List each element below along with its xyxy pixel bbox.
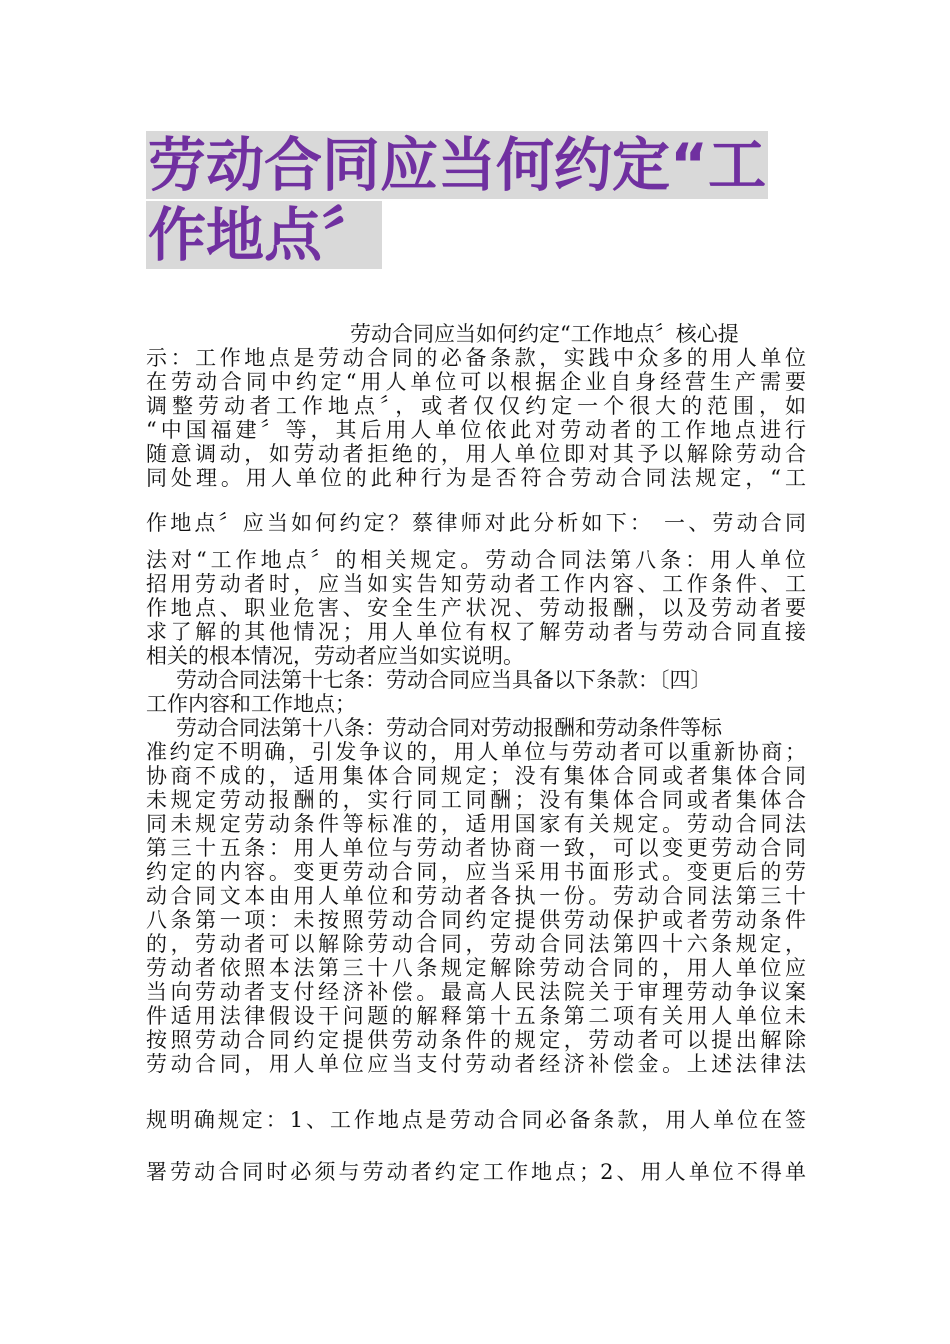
text-line: 未规定劳动报酬的，实行同工同酬；没有集体合同或者集体合 <box>146 788 806 812</box>
text-line: 动合同文本由用人单位和劳动者各执一份。劳动合同法第三十 <box>146 884 806 908</box>
text-line: 工作内容和工作地点； <box>146 692 356 716</box>
body-line-b <box>146 1108 806 1132</box>
text-line: 示：工作地点是劳动合同的必备条款，实践中众多的用人单位 <box>146 346 806 370</box>
text-line: “中国福建〞等，其后用人单位依此对劳动者的工作地点进行 <box>146 418 806 442</box>
title-line-1: 劳动合同应当何约定“工 <box>148 131 767 199</box>
body-line-c <box>146 1160 806 1184</box>
text-line: 作地点〞应当如何约定？蔡律师对此分析如下： 一、劳动合同 <box>146 511 806 535</box>
text-line: 劳动合同应当如何约定“工作地点〞核心提 <box>350 322 739 346</box>
text-line: 劳动合同，用人单位应当支付劳动者经济补偿金。上述法律法 <box>146 1052 806 1076</box>
text-line: 调整劳动者工作地点〞，或者仅仅约定一个很大的范围，如 <box>146 394 806 418</box>
text-line: 约定的内容。变更劳动合同，应当采用书面形式。变更后的劳 <box>146 860 806 884</box>
text-line: 作地点、职业危害、安全生产状况、劳动报酬，以及劳动者要 <box>146 596 806 620</box>
text-line: 在劳动合同中约定“用人单位可以根据企业自身经营生产需要 <box>146 370 806 394</box>
text-line: 规明确规定：1、工作地点是劳动合同必备条款，用人单位在签 <box>146 1108 806 1132</box>
text-line: 同未规定劳动条件等标准的，适用国家有关规定。劳动合同法 <box>146 812 806 836</box>
text-line: 当向劳动者支付经济补偿。最高人民法院关于审理劳动争议案 <box>146 980 806 1004</box>
text-line: 按照劳动合同约定提供劳动条件的规定，劳动者可以提出解除 <box>146 1028 806 1052</box>
text-line: 件适用法律假设干问题的解释第十五条第二项有关用人单位未 <box>146 1004 806 1028</box>
text-line: 协商不成的，适用集体合同规定；没有集体合同或者集体合同 <box>146 764 806 788</box>
text-line: 的，劳动者可以解除劳动合同，劳动合同法第四十六条规定， <box>146 932 806 956</box>
body-line-a <box>146 511 806 535</box>
body-paragraph-1 <box>146 322 806 490</box>
text-line: 招用劳动者时，应当如实告知劳动者工作内容、工作条件、工 <box>146 572 806 596</box>
text-line: 劳动合同法第十八条：劳动合同对劳动报酬和劳动条件等标 <box>176 716 722 740</box>
text-line: 八条第一项：未按照劳动合同约定提供劳动保护或者劳动条件 <box>146 908 806 932</box>
text-line: 第三十五条：用人单位与劳动者协商一致，可以变更劳动合同 <box>146 836 806 860</box>
text-line: 准约定不明确，引发争议的，用人单位与劳动者可以重新协商； <box>146 740 806 764</box>
document-title <box>146 130 806 270</box>
title-line-2: 作地点〞 <box>148 201 381 269</box>
text-line: 同处理。用人单位的此种行为是否符合劳动合同法规定，“工 <box>146 466 806 490</box>
text-line: 求了解的其他情况；用人单位有权了解劳动者与劳动合同直接 <box>146 620 806 644</box>
text-line: 随意调动，如劳动者拒绝的，用人单位即对其予以解除劳动合 <box>146 442 806 466</box>
body-paragraph-2 <box>146 548 806 1076</box>
text-line: 署劳动合同时必须与劳动者约定工作地点；2、用人单位不得单 <box>146 1160 806 1184</box>
text-line: 相关的根本情况，劳动者应当如实说明。 <box>146 644 524 668</box>
text-line: 劳动者依照本法第三十八条规定解除劳动合同的，用人单位应 <box>146 956 806 980</box>
text-line: 劳动合同法第十七条：劳动合同应当具备以下条款：〔四〕 <box>176 668 712 692</box>
text-line: 法对“工作地点〞的相关规定。劳动合同法第八条：用人单位 <box>146 548 806 572</box>
